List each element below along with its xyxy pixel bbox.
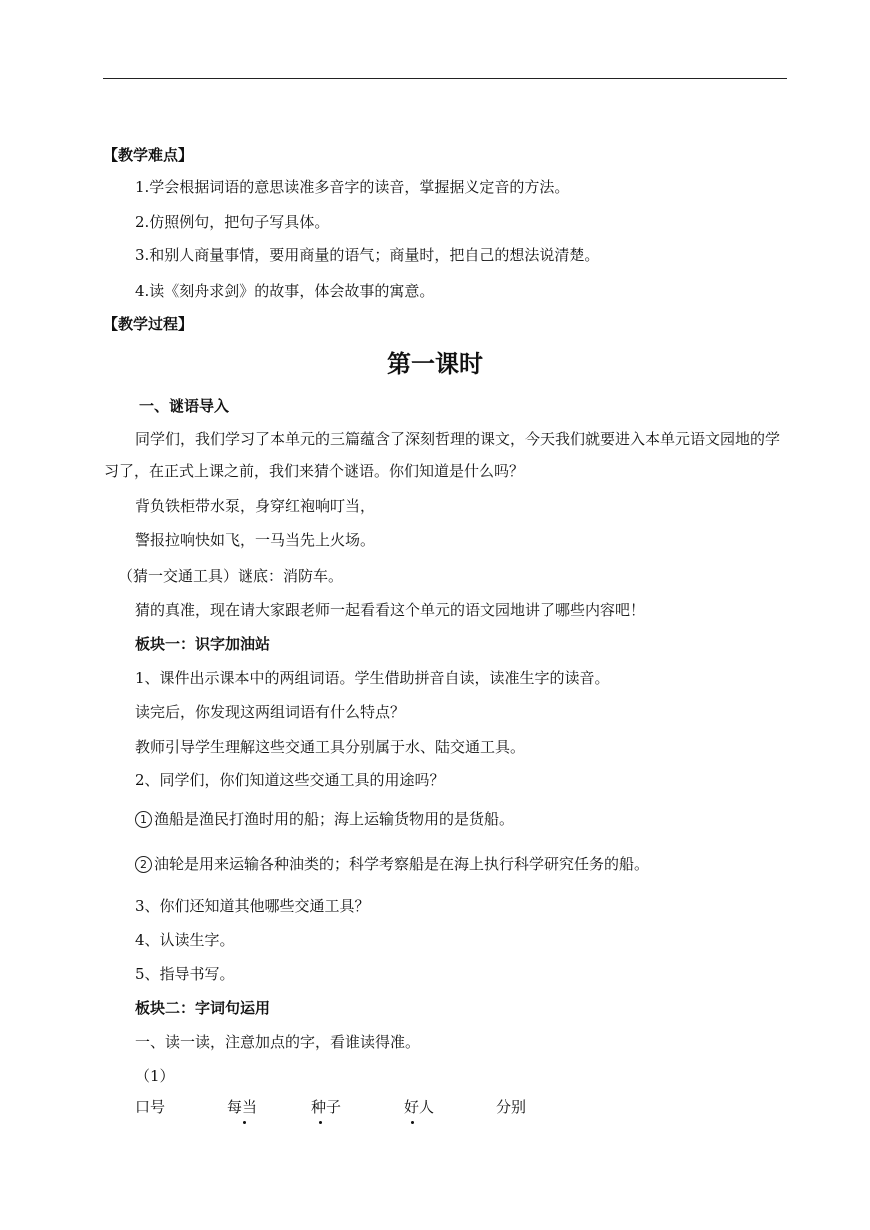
riddle-line: 背负铁柜带水泵，身穿红袍响叮当， <box>135 497 376 515</box>
block1-heading: 板块一：识字加油站 <box>135 635 271 653</box>
difficulties-heading: 【教学难点】 <box>103 146 194 164</box>
circled-item-2 <box>135 854 649 874</box>
vocab-word: 每当 <box>227 1098 258 1116</box>
emphasis-dot <box>319 1121 322 1124</box>
emphasis-dot <box>243 1121 246 1124</box>
emphasis-dot <box>411 1121 414 1124</box>
vocab-word: 分别 <box>496 1098 527 1116</box>
circled-item-text: 油轮是用来运输各种油类的；科学考察船是在海上执行科学研究任务的船。 <box>154 855 650 873</box>
block2-instruction: 一、读一读，注意加点的字，看谁读得准。 <box>135 1033 421 1051</box>
circled-item-1 <box>135 809 514 829</box>
block1-item: 3、你们还知道其他哪些交通工具？ <box>135 897 370 915</box>
riddle-line: 警报拉响快如飞，一马当先上火场。 <box>135 531 376 549</box>
block1-item: 4、认读生字。 <box>135 931 235 949</box>
process-heading: 【教学过程】 <box>103 315 194 333</box>
intro-paragraph-line: 习了，在正式上课之前，我们来猜个谜语。你们知道是什么吗？ <box>104 462 525 480</box>
header-rule <box>103 78 787 79</box>
block1-item: 2、同学们，你们知道这些交通工具的用途吗？ <box>135 771 445 789</box>
circled-item-text: 渔船是渔民打渔时用的船；海上运输货物用的是货船。 <box>154 810 515 828</box>
intro-paragraph-line: 同学们，我们学习了本单元的三篇蕴含了深刻哲理的课文，今天我们就要进入本单元语文园地的学 <box>135 430 781 448</box>
lesson-title: 第一课时 <box>387 349 483 378</box>
section-heading-riddle: 一、谜语导入 <box>139 397 230 415</box>
difficulty-item: 1.学会根据词语的意思读准多音字的读音，掌握据义定音的方法。 <box>135 178 570 196</box>
vocab-word: 好人 <box>404 1098 435 1116</box>
circled-number: 1 <box>135 811 152 828</box>
block1-question: 读完后，你发现这两组词语有什么特点？ <box>135 703 406 721</box>
difficulty-item: 4.读《刻舟求剑》的故事，体会故事的寓意。 <box>135 282 435 300</box>
riddle-answer: （猜一交通工具）谜底：消防车。 <box>118 567 344 585</box>
circled-number: 2 <box>135 856 152 873</box>
difficulty-item: 3.和别人商量事情，要用商量的语气；商量时，把自己的想法说清楚。 <box>135 246 600 264</box>
riddle-followup: 猜的真准，现在请大家跟老师一起看看这个单元的语文园地讲了哪些内容吧！ <box>135 601 646 619</box>
block2-subitem: （1） <box>135 1067 175 1085</box>
block1-item: 1、课件出示课本中的两组词语。学生借助拼音自读，读准生字的读音。 <box>135 669 610 687</box>
block2-heading: 板块二：字词句运用 <box>135 999 271 1017</box>
vocab-word: 口号 <box>135 1098 166 1116</box>
vocab-word: 种子 <box>311 1098 342 1116</box>
block1-guide: 教师引导学生理解这些交通工具分别属于水、陆交通工具。 <box>135 738 526 756</box>
block1-item: 5、指导书写。 <box>135 965 235 983</box>
difficulty-item: 2.仿照例句，把句子写具体。 <box>135 213 330 231</box>
